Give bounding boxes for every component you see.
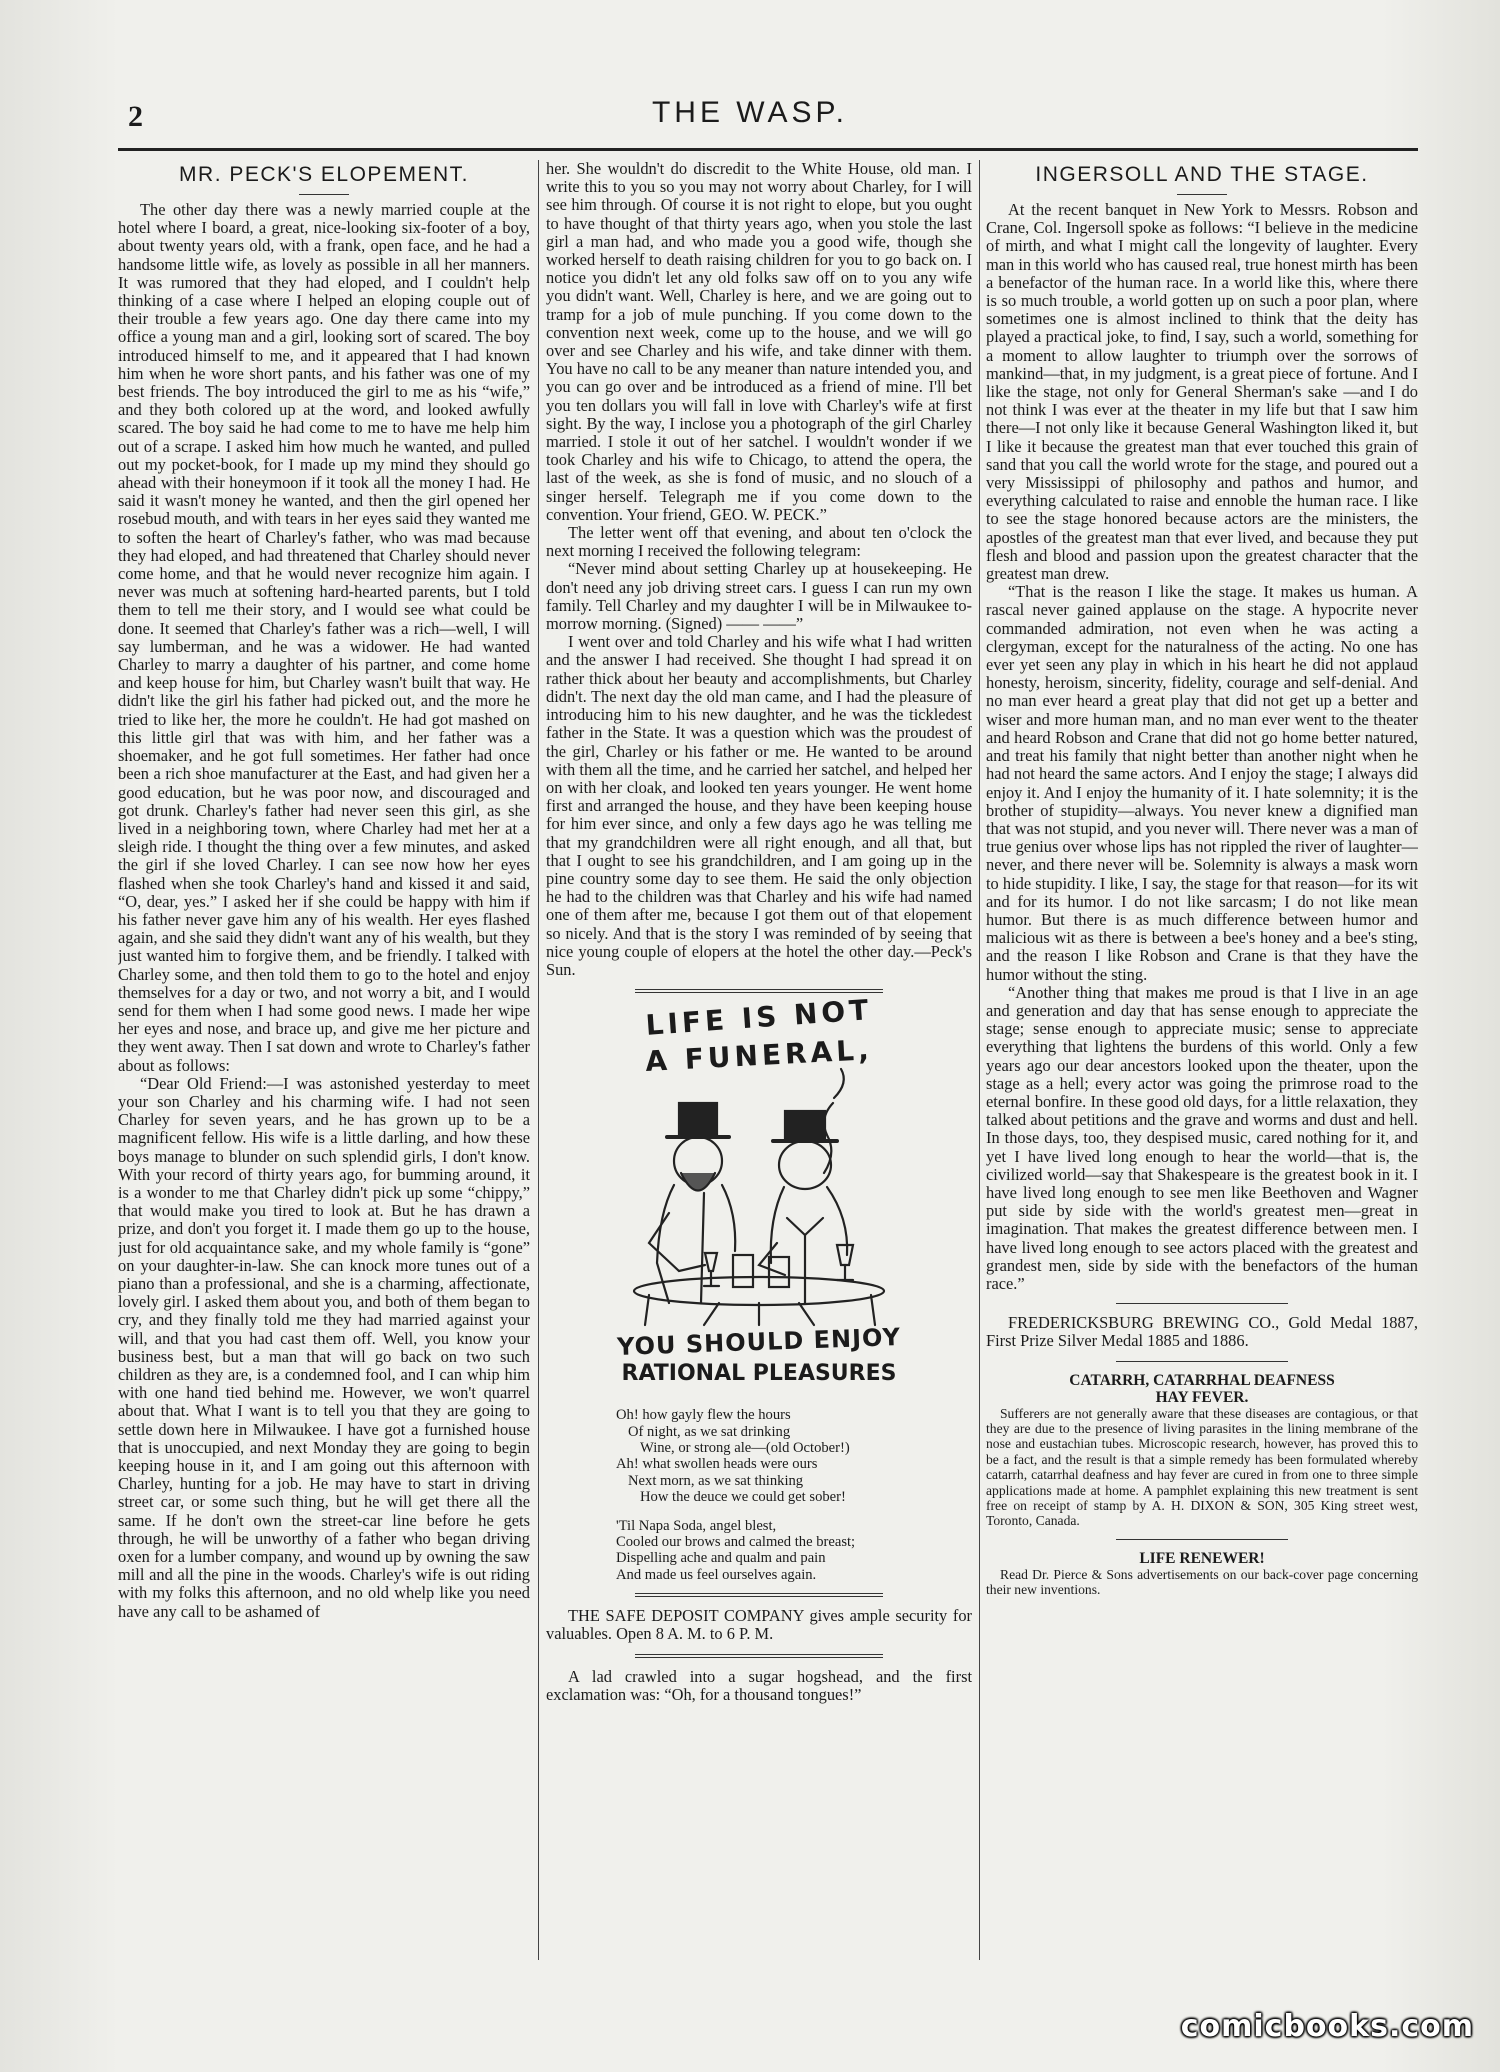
catarrh-ad-subtitle: HAY FEVER. [1155, 1388, 1249, 1406]
poem-line: Wine, or strong ale—(old October!) [640, 1439, 850, 1456]
title-rule [299, 194, 349, 195]
cartoon-caption-line2: RATIONAL PLEASURES [621, 1361, 897, 1387]
poem-line: Of night, as we sat drinking [628, 1423, 791, 1440]
section-rule [1116, 1361, 1289, 1362]
poem-line: Cooled our brows and calmed the breast; [616, 1533, 856, 1550]
hogshead-joke: A lad crawled into a sugar hogshead, and the first exclamation was: “Oh, for a thousand tongues!” [546, 1666, 972, 1704]
renewer-ad-body [986, 1567, 1418, 1598]
section-rule [635, 1654, 882, 1658]
article-paragraph: The other day there was a newly married couple at the hotel where I board, a great, nice-looking six-footer of a boy, about twenty years old, with a frank, open face, and he had a handsome little wife, as lovely as possible in all her manners. It was rumored that they had eloped, and I couldn't help thinking of a case where I helped an eloping couple out of their trouble a few years ago. One day there came into my office a young man and a girl, looking sort of scared. The boy introduced himself to me, and it appeared that I had known him when he wore short pants, and his father was one of my best friends. The boy introduced the girl to me as his “wife,” and they both colored up at the word, and looked awfully scared. The boy said he had come to me to have me help him out of a scrape. I asked him how much he wanted, and pulled out my pocket-book, for I made up my mind they should go ahead with their honeymoon if it took all the money I had. He said it wasn't money he wanted, and then the girl opened her rosebud mouth, and with tears in her eyes said they wanted me to soften the heart of Charley's father, who was mad because they had eloped, and had threatened that Charley should never come home, and that he would never recognize him again. I never was much at softening hard-hearted parents, but I told them to tell me their story, and I would see what could be done. It seemed that Charley's father was a rich—well, I will say lumberman, and he was a widower. He had wanted Charley to marry a daughter of his partner, and come home and keep house for him, but Charley wasn't built that way. He didn't like the girl his father had picked out, and the more he tried to like her, the more he couldn't. He had got mashed on this little girl that was with him, and her father was a shoemaker, and he got full sometimes. Her father had once been a rich shoe manufacturer at the East, and had given her a good education, but he was poor now, and discouraged and got drunk. Charley's father had never seen this girl, as she lived in a neighboring town, where Charley had met her at a sleigh ride. I thought the thing over a few minutes, and asked the girl if she loved Charley. I can see now how her eyes flashed when she took Charley's hand and kissed it and said, “O, dear, yes.” I asked her if she could be happy with him if his father never gave him any of his wealth. Her eyes flashed again, and she said they didn't want any of his wealth, but they just wanted him to forgive them, and be friendly. I talked with Charley some, and then told them to go to the hotel and enjoy themselves for a day or two, and not worry a bit, and I would send for them when I had some good news. I made her wipe her eyes and nose, and brace up, and give me her picture and they went away. Then I sat down and wrote to Charley's father about as follows: [118, 200, 530, 1075]
masthead-rule [118, 148, 1418, 151]
poem-line: How the deuce we could get sober! [640, 1489, 846, 1506]
article-title-ingersoll: INGERSOLL AND THE STAGE. [1035, 163, 1369, 186]
article-paragraph: The letter went off that evening, and about ten o'clock the next morning I received the following telegram: [546, 523, 972, 561]
title-rule [1177, 194, 1227, 195]
safe-deposit-notice: THE SAFE DEPOSIT COMPANY gives ample security for valuables. Open 8 A. M. to 6 P. M. [546, 1606, 972, 1644]
renewer-ad-title: LIFE RENEWER! [1139, 1549, 1265, 1567]
column-left [118, 160, 530, 1990]
section-rule [635, 989, 882, 993]
column-divider [538, 160, 539, 1960]
article-paragraph: “Dear Old Friend:—I was astonished yesterday to meet your son Charley and his charming wife. I had not seen Charley for seven years, and he has grown up to be a magnificent fellow. His wife is a little darling, and how these boys manage to blunder on such splendid girls, I don't know. With your record of thirty years ago, for bumming around, it is a wonder to me that Charley didn't pick up some “chippy,” that would make you tired to look at. But he has drawn a prize, and don't you forget it. I made them go up to the house, just for old acquaintance sake, and my whole family is “gone” on your daughter-in-law. She can knock more tunes out of a piano than a professional, and she is a charming, affectionate, lovely girl. I asked them about you, and both of them began to cry, and they finally told me they had married against your will, and that you had cast them off. Well, you know your business best, but a man that will go back on two such children as they are, is a condemned fool, and I can whip him with one hand tied behind me. However, we won't quarrel about that. What I want is to tell you that they are going to settle down here in Milwaukee. I have got a furnished house that is unoccupied, and next Monday they are going to begin keeping house in it, and I am going out this afternoon with Charley, hunting for a job. He may have to start in driving street car, or some such thing, but he will get there all the same. If he don't own the street-car line before he gets through, he will be unworthy of a father who began driving oxen for a lumber company, and wound up by owning the saw mill and all the pine in the woods. Charley's wife is out riding with my folks this afternoon, and no old whelp like you need have any call to be ashamed of [118, 1073, 530, 1621]
section-rule [1116, 1539, 1289, 1540]
poem-line: Ah! what swollen heads were ours [616, 1456, 818, 1473]
article-paragraph: “Another thing that makes me proud is that I live in an age and generation and day that has sense enough to appreciate the stage; sense enough to appreciate music; sense to appreciate everything that lightens the burdens of this world. Only a few years ago our dear ancestors looked upon the theater, upon the stage as a hell; every actor was going the primrose road to the eternal bonfire. In these good old days, for a little relaxation, they talked about petitions and the grave and worms and dust and hell. In those days, too, they despised music, cared nothing for it, and yet I have lived long enough to hear the world—that is, the civilized world—say that Shakespeare is the greatest book in it. I have lived long enough to see men like Beethoven and Wagner put side by side with the world's greatest men—great in imagination. That makes the greatest difference between men. I have lived long enough to see actors placed with the greatest and grandest men, side by side with the benefactors of the human race.” [986, 982, 1418, 1293]
cartoon-title-line1: LIFE IS NOT [644, 993, 874, 1043]
section-rule [1116, 1303, 1289, 1304]
article-paragraph: At the recent banquet in New York to Messrs. Robson and Crane, Col. Ingersoll spoke as follows: “I believe in the medicine of mirth, and what I might call the longevity of laughter. Every man in this world who has caused real, true honest mirth has been a benefactor of the human race. In a world like this, where there is so much trouble, a world gotten up on such a poor plan, where sometimes one is almost inclined to think that the deity has played a practical joke, to find, I say, such a world, something for a moment to allow laughter to triumph over the sorrows of mankind—that, in my judgment, is a great piece of fortune. And I like the stage, not only for General Sherman's sake —and I do not think I was ever at the theater in my life but that I saw him there—I not only like it because General Washington liked it, but I like it because the greatest man that ever touched this grain of sand that you call the world wrote for the stage, and poured out a very Mississippi of philosophy and pathos and humor, and everything calculated to raise and ennoble the human race. I like to see the stage honored because actors are the ministers, the apostles of the greatest man that ever lived, and because they put flesh and blood and passion upon the greatest character that the greatest man drew. [986, 200, 1418, 584]
article-paragraph: I went over and told Charley and his wife what I had written and the answer I had received. She thought I had spread it on rather thick about her beauty and accomplishments, but Charley didn't. The next day the old man came, and I had the pleasure of introducing him to his new daughter, and he was the tickledest father in the State. It was a question which was the proudest of the girl, Charley or his father or me. He wanted to be around with them all the time, and he carried her satchel, and helped her on with her cloak, and looked ten years younger. He went home first and arranged the house, and they have been keeping house for him ever since, and only a few days ago he was telling me that my grandchildren were all right enough, and all that, but that I ought to see his grandchildren, and I am going up in the pine country some day to see them. He said the only objection he had to the children was that Charley and his wife had named one of them after me, because I got them out of that elopement so nicely. And that is the story I was reminded of by seeing that nice young couple of elopers at the hotel the other day.—Peck's Sun. [546, 632, 972, 979]
poem-line: And made us feel ourselves again. [616, 1566, 817, 1583]
poem-line: Dispelling ache and qualm and pain [616, 1550, 826, 1567]
catarrh-ad-body [986, 1406, 1418, 1529]
brewing-notice: FREDERICKSBURG BREWING CO., Gold Medal 1887, First Prize Silver Medal 1885 and 1886. [986, 1313, 1418, 1351]
column-right [986, 160, 1418, 1990]
column-middle [546, 160, 972, 1990]
poem-line: 'Til Napa Soda, angel blest, [616, 1517, 777, 1534]
renewer-ad-text: Read Dr. Pierce & Sons advertisements on our back-cover page concerning their new inventions. [986, 1566, 1418, 1598]
catarrh-ad-text: Sufferers are not generally aware that these diseases are contagious, or that they are due to the presence of living parasites in the lining membrane of the nose and eustachian tubes. Microscopic research, however, has proved this to be a fact, and the result is that a simple remedy has been formulated whereby catarrh, catarrhal deafness and hay fever are cured in from one to three simple applications made at home. A pamphlet explaining this new treatment is sent free on receipt of stamp by A. H. DIXON & SON, 305 King street west, Toronto, Canada. [986, 1405, 1418, 1529]
section-rule [635, 1593, 882, 1597]
page-number: 2 [128, 100, 143, 133]
cartoon-caption-line1: YOU SHOULD ENJOY [616, 1323, 902, 1362]
cartoon-illustration [609, 993, 909, 1403]
column-divider [979, 160, 980, 1960]
cartoon-title-line2: A FUNERAL, [644, 1033, 874, 1079]
article-paragraph: “That is the reason I like the stage. It makes us human. A rascal never gained applause on the stage. A hypocrite never commanded admiration, not even when he was acting a clergyman, except for the naturalness of the acting. No one has ever yet seen any play in which in his heart he did not applaud honesty, heroism, sincerity, fidelity, courage and self-denial. And no man ever heard a great play that did not get up a better and wiser and more human man, and no man ever went to the theater and heard Robson and Crane that did not go home better natured, and treat his family that night better than another night when he had not heard the same actors. And I enjoy the stage; I always did enjoy it. And I enjoy the humanity of it. I hate solemnity; it is the brother of stupidity—always. You never knew a dignified man that was not stupid, and you never will. There never was a man of true genius over whose lips has not rippled the river of laughter—never, and there never will be. Solemnity is always a mask worn to hide stupidity. I like, I say, the stage for that reason—for its wit and for its humor. I do not like sarcasm; I do not like mean humor. But there is as much difference between humor and malicious wit as there is between a bee's honey and a bee's sting, and the reason I like Robson and Crane is that they have the humor without the sting. [986, 582, 1418, 984]
poem-line: Next morn, as we sat thinking [628, 1472, 804, 1489]
napa-soda-poem [616, 1407, 972, 1583]
poem-line: Oh! how gayly flew the hours [616, 1407, 791, 1424]
article-paragraph: her. She wouldn't do discredit to the White House, old man. I write this to you so you may not worry about Charley, for I will see him through. Of course it is not right to elope, but you ought to have thought of that thirty years ago, when you stole the last girl a man had, and who made you a good wife, though she worked herself to death raising children for you to go back on. I notice you didn't let any old folks saw off on to you any wife you didn't want. Well, Charley is here, and we are going out to tramp for a job of mule punching. If you come down to the convention next week, come up to the house, and we will go over and see Charley and his wife, and take dinner with them. You have no call to be any meaner than nature intended you, and you can go over and be introduced as a friend of mine. I'll bet you ten dollars you will fall in love with Charley's wife at first sight. By the way, I inclose you a photograph of the girl Charley married. I stole it out of her satchel. I wouldn't wonder if we took Charley and his wife to Chicago, to attend the opera, the last of the week, as she is fond of music, and no slouch of a singer herself. Telegraph me if you come down to the convention. Your friend, GEO. W. PECK.” [546, 160, 972, 524]
article-title-peck: MR. PECK'S ELOPEMENT. [179, 163, 469, 186]
site-watermark: comicbooks.com [1180, 2009, 1474, 2044]
masthead: THE WASP. [651, 96, 849, 129]
catarrh-ad-title: CATARRH, CATARRHAL DEAFNESS [1069, 1371, 1335, 1389]
article-paragraph: “Never mind about setting Charley up at housekeeping. He don't need any job driving street cars. I guess I can run my own family. Tell Charley and my daughter I will be in Milwaukee to-morrow morning. (Signed) —— ——” [546, 559, 972, 634]
